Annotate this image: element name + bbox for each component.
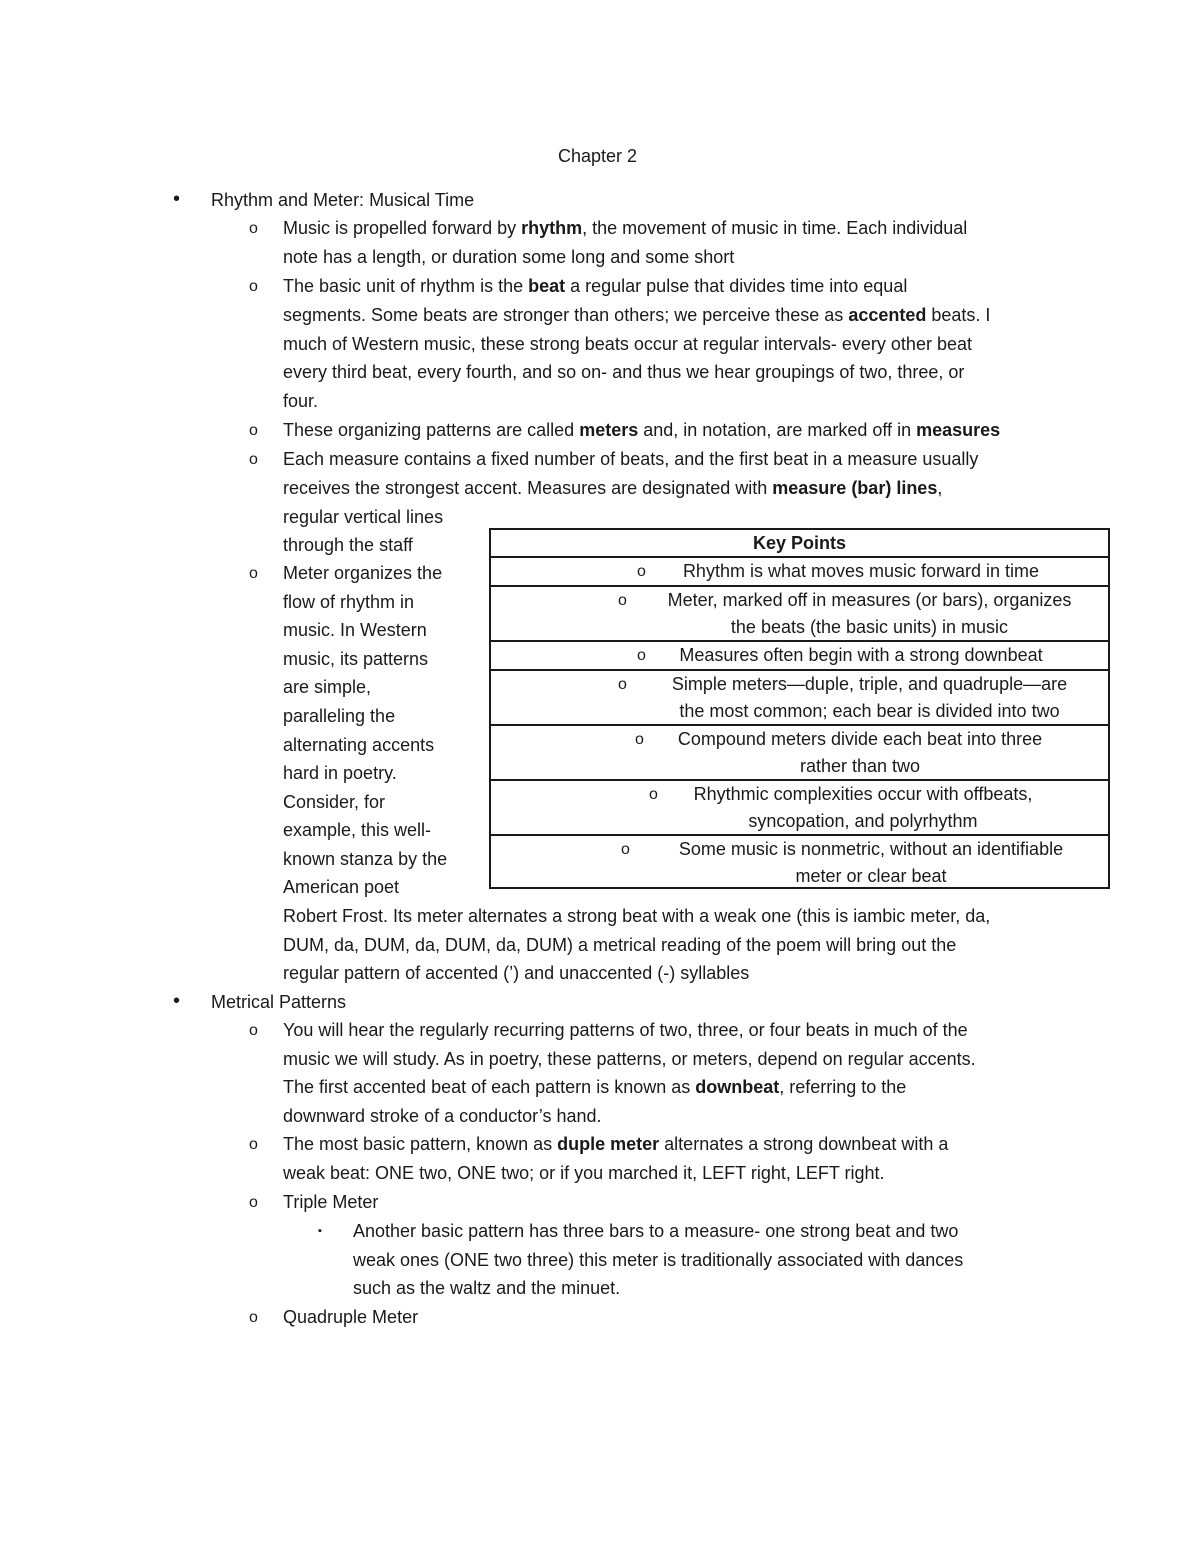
key-point-line: the most common; each bear is divided into two (679, 701, 1060, 721)
key-point-row (491, 671, 1108, 726)
sub-bullet-marker: o (637, 563, 646, 580)
sub-bullet-marker: o (618, 592, 627, 609)
sub-bullet-marker: o (249, 220, 258, 237)
key-point-line: Simple meters—duple, triple, and quadruple—are (671, 674, 1068, 694)
text-span: beats. I (926, 305, 991, 325)
paragraph-line: music we will study. As in poetry, these patterns, or meters, depend on regular accents. (283, 1049, 976, 1069)
paragraph-line: Each measure contains a fixed number of beats, and the first beat in a measure usually (283, 449, 979, 469)
key-point-line: Rhythmic complexities occur with offbeats, (693, 784, 1033, 804)
paragraph-line (283, 301, 990, 329)
paragraph-line: weak beat: ONE two, ONE two; or if you marched it, LEFT right, LEFT right. (283, 1163, 885, 1183)
bold-term: meters (579, 420, 639, 440)
sub-bullet-marker: o (249, 565, 258, 582)
page-title: Chapter 2 (557, 146, 638, 166)
bold-term: measures (916, 420, 1001, 440)
paragraph-line (283, 474, 942, 502)
text-span: a regular pulse that divides time into equal (565, 276, 908, 296)
paragraph-line: music, its patterns (283, 649, 429, 669)
key-point-text (663, 781, 1063, 835)
sub-bullet-marker: o (249, 1136, 258, 1153)
paragraph-line: Triple Meter (283, 1192, 379, 1212)
paragraph-line (283, 1073, 906, 1101)
text-span: alternates a strong downbeat with a (659, 1134, 949, 1154)
paragraph-line: through the staff (283, 535, 413, 555)
key-point-line: syncopation, and polyrhythm (748, 811, 978, 831)
key-point-text: Measures often begin with a strong downbeat (679, 645, 1043, 665)
paragraph-line (283, 214, 967, 242)
key-point-text (651, 726, 1069, 780)
key-point-line: Compound meters divide each beat into three (677, 729, 1043, 749)
paragraph-line: four. (283, 391, 319, 411)
paragraph-line: Quadruple Meter (283, 1307, 419, 1327)
sub-bullet-marker: o (249, 1022, 258, 1039)
section-heading-rhythm-meter: Rhythm and Meter: Musical Time (211, 190, 475, 210)
sub-bullet-marker: o (249, 278, 258, 295)
paragraph-line: Meter organizes the (283, 563, 443, 583)
paragraph-line: weak ones (ONE two three) this meter is traditionally associated with dances (353, 1250, 964, 1270)
key-point-line: meter or clear beat (795, 866, 947, 886)
sub-bullet-marker: o (635, 731, 644, 748)
paragraph-line: paralleling the (283, 706, 396, 726)
paragraph-line: regular vertical lines (283, 507, 444, 527)
paragraph-line: American poet (283, 877, 400, 897)
key-point-text (641, 836, 1101, 890)
key-point-row (491, 726, 1108, 781)
bullet-marker: • (173, 188, 181, 210)
paragraph-line: such as the waltz and the minuet. (353, 1278, 621, 1298)
key-point-line: rather than two (799, 756, 921, 776)
key-points-header: Key Points (491, 530, 1108, 558)
paragraph-line: hard in poetry. (283, 763, 397, 783)
key-point-line: Some music is nonmetric, without an identifiable (678, 839, 1064, 859)
paragraph-line (283, 272, 907, 300)
paragraph-line: DUM, da, DUM, da, DUM, da, DUM) a metrical reading of the poem will bring out the (283, 935, 957, 955)
bold-term: downbeat (695, 1077, 780, 1097)
text-span: The most basic pattern, known as (283, 1134, 558, 1154)
text-span: segments. Some beats are stronger than others; we perceive these as (283, 305, 849, 325)
bold-term: beat (528, 276, 566, 296)
sub-sub-bullet-marker: ▪ (318, 1225, 322, 1237)
section-heading-metrical-patterns: Metrical Patterns (211, 992, 347, 1012)
text-span: receives the strongest accent. Measures are designated with (283, 478, 773, 498)
key-point-row (491, 781, 1108, 836)
sub-bullet-marker: o (249, 1194, 258, 1211)
paragraph-line (283, 1130, 948, 1158)
key-point-line: the beats (the basic units) in music (730, 617, 1009, 637)
key-point-text (637, 671, 1102, 725)
text-span: The basic unit of rhythm is the (283, 276, 529, 296)
sub-bullet-marker: o (618, 676, 627, 693)
bullet-marker: • (173, 990, 181, 1012)
key-point-row (491, 642, 1108, 671)
paragraph-line: alternating accents (283, 735, 435, 755)
paragraph-line: flow of rhythm in (283, 592, 415, 612)
paragraph-line (283, 416, 1000, 444)
key-point-row (491, 587, 1108, 642)
text-span: Music is propelled forward by (283, 218, 522, 238)
paragraph-line: Robert Frost. Its meter alternates a strong beat with a weak one (this is iambic meter, da, (283, 906, 991, 926)
sub-bullet-marker: o (649, 786, 658, 803)
paragraph-line: are simple, (283, 677, 372, 697)
sub-bullet-marker: o (249, 422, 258, 439)
paragraph-line: Another basic pattern has three bars to a measure- one strong beat and two (353, 1221, 959, 1241)
key-points-table (489, 528, 1110, 889)
key-point-row (491, 558, 1108, 587)
paragraph-line: example, this well- (283, 820, 432, 840)
key-point-text: Rhythm is what moves music forward in time (682, 561, 1040, 581)
sub-bullet-marker: o (621, 841, 630, 858)
sub-bullet-marker: o (637, 647, 646, 664)
paragraph-line: note has a length, or duration some long and some short (283, 247, 735, 267)
sub-bullet-marker: o (249, 1309, 258, 1326)
bold-term: rhythm (521, 218, 583, 238)
paragraph-line: known stanza by the (283, 849, 448, 869)
paragraph-line: every third beat, every fourth, and so on- and thus we hear groupings of two, three, or (283, 362, 965, 382)
text-span: , the movement of music in time. Each individual (582, 218, 968, 238)
bold-term: duple meter (557, 1134, 660, 1154)
text-span: , (937, 478, 943, 498)
text-span: These organizing patterns are called (283, 420, 580, 440)
text-span: , referring to the (779, 1077, 907, 1097)
key-point-line: Meter, marked off in measures (or bars), organizes (667, 590, 1072, 610)
bold-term: measure (bar) lines (772, 478, 938, 498)
paragraph-line: downward stroke of a conductor’s hand. (283, 1106, 602, 1126)
paragraph-line: You will hear the regularly recurring patterns of two, three, or four beats in much of the (283, 1020, 968, 1040)
key-point-text (637, 587, 1102, 641)
paragraph-line: much of Western music, these strong beats occur at regular intervals- every other beat (283, 334, 972, 354)
key-point-row (491, 836, 1108, 887)
paragraph-line: regular pattern of accented (’) and unaccented (-) syllables (283, 963, 750, 983)
text-span: The first accented beat of each pattern is known as (283, 1077, 696, 1097)
paragraph-line: music. In Western (283, 620, 427, 640)
text-span: and, in notation, are marked off in (638, 420, 917, 440)
paragraph-line: Consider, for (283, 792, 386, 812)
bold-term: accented (848, 305, 927, 325)
sub-bullet-marker: o (249, 451, 258, 468)
